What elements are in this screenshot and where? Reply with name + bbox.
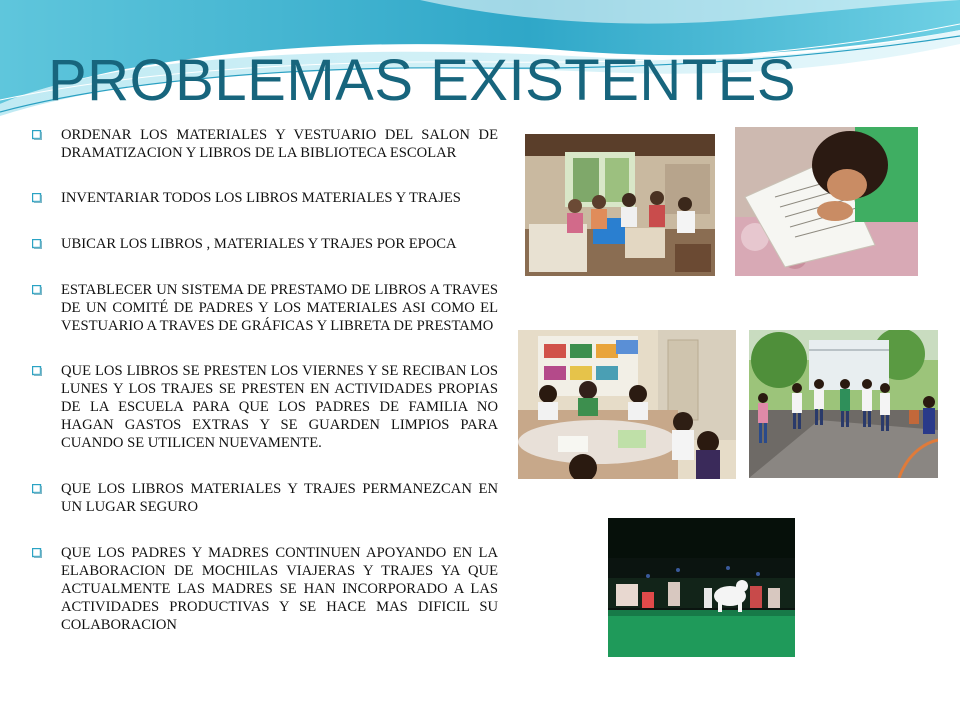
hollow-square-bullet-icon <box>32 484 42 494</box>
bullet-item <box>32 362 498 452</box>
slide-title: PROBLEMAS EXISTENTES <box>48 48 797 113</box>
bullet-text: INVENTARIAR TODOS LOS LIBROS MATERIALES Y TRAJES <box>61 190 461 206</box>
bullet-list <box>32 126 498 634</box>
photo-parents-sorting-materials <box>525 134 715 276</box>
bullet-text: QUE LOS LIBROS MATERIALES Y TRAJES PERMANEZCAN EN UN LUGAR SEGURO <box>61 481 498 515</box>
photo-children-at-table <box>518 330 736 479</box>
bullet-text: ESTABLECER UN SISTEMA DE PRESTAMO DE LIBROS A TRAVES DE UN COMITÉ DE PADRES Y LOS MATERIALES ASI COMO EL VESTUARIO A TRAVES DE GRÁFICAS Y LIBRETA DE PRESTAMO <box>61 282 498 334</box>
bullet-item <box>32 281 498 335</box>
hollow-square-bullet-icon <box>32 548 42 558</box>
hollow-square-bullet-icon <box>32 193 42 203</box>
bullet-item <box>32 126 498 162</box>
hollow-square-bullet-icon <box>32 285 42 295</box>
hollow-square-bullet-icon <box>32 366 42 376</box>
bullet-item <box>32 189 498 207</box>
bullet-item <box>32 480 498 516</box>
bullet-text: UBICAR LOS LIBROS , MATERIALES Y TRAJES POR EPOCA <box>61 236 457 252</box>
hollow-square-bullet-icon <box>32 130 42 140</box>
bullet-item <box>32 544 498 634</box>
hollow-square-bullet-icon <box>32 239 42 249</box>
photo-children-in-courtyard <box>749 330 938 478</box>
bullet-text: ORDENAR LOS MATERIALES Y VESTUARIO DEL SALON DE DRAMATIZACION Y LIBROS DE LA BIBLIOTECA ESCOLAR <box>61 127 498 161</box>
photo-child-reading-book <box>735 127 918 276</box>
bullet-text: QUE LOS PADRES Y MADRES CONTINUEN APOYANDO EN LA ELABORACION DE MOCHILAS VIAJERAS Y TRAJES YA QUE ACTUALMENTE LAS MADRES SE HAN INCORPORADO A LAS ACTIVIDADES PRODUCTIVAS Y SE HACE MAS DIFICIL SU COLABORACION <box>61 545 498 633</box>
bullet-text: QUE LOS LIBROS SE PRESTEN LOS VIERNES Y SE RECIBAN LOS LUNES Y LOS TRAJES SE PRESTEN EN ACTIVIDADES PROPIAS DE LA ESCUELA PARA QUE LOS PADRES DE FAMILIA NO HAGAN GASTOS EXTRAS Y SE GUARDEN LIMPIOS PARA CUANDO SE UTILICEN NUEVAMENTE. <box>61 363 498 451</box>
photo-stage-performance <box>608 518 795 657</box>
bullet-item <box>32 235 498 253</box>
